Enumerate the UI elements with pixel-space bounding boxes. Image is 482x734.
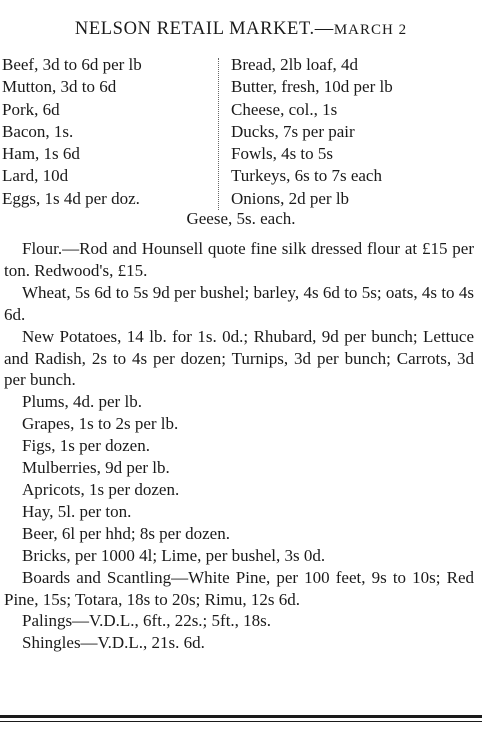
closing-rule-thick — [0, 715, 482, 718]
article-title — [0, 19, 482, 40]
price-item: Bacon, 1s. — [2, 121, 74, 141]
price-list-footer: Geese, 5s. each. — [186, 209, 296, 228]
column-divider — [218, 58, 219, 210]
article-body — [4, 238, 474, 654]
price-item: Eggs, 1s 4d per doz. — [2, 188, 140, 208]
paragraph-beer: Beer, 6l per hhd; 8s per dozen. — [22, 523, 230, 543]
price-item: Lard, 10d — [2, 166, 69, 186]
price-item: Cheese, col., 1s — [231, 99, 338, 119]
paragraph-timber: Boards and Scantling—White Pine, per 100 feet, 9s to 10s; Red Pine, 15s; Totara, 18s to 20s; Rimu, 12s 6d. — [4, 567, 474, 609]
paragraph-shingles: Shingles—V.D.L., 21s. 6d. — [22, 633, 205, 653]
price-item: Fowls, 4s to 5s — [231, 144, 334, 164]
price-item: Pork, 6d — [2, 99, 60, 119]
title-date: MARCH 2 — [333, 22, 408, 38]
price-list-right-column — [231, 54, 393, 210]
paragraph-grapes: Grapes, 1s to 2s per lb. — [22, 414, 179, 434]
price-item: Ducks, 7s per pair — [231, 121, 355, 141]
title-main: NELSON RETAIL MARKET.— — [74, 19, 334, 39]
paragraph-vegetables: New Potatoes, 14 lb. for 1s. 0d.; Rhubard, 9d per bunch; Lettuce and Radish, 2s to 4s per dozen; Turnips, 3d per bunch; Carrots, 3d per bunch. — [4, 326, 474, 390]
price-item: Onions, 2d per lb — [231, 188, 350, 208]
paragraph-plums: Plums, 4d. per lb. — [22, 392, 142, 412]
paragraph-bricks: Bricks, per 1000 4l; Lime, per bushel, 3s 0d. — [22, 545, 326, 565]
closing-rule-thin — [0, 721, 482, 722]
paragraph-hay: Hay, 5l. per ton. — [22, 501, 132, 521]
price-item: Butter, fresh, 10d per lb — [231, 77, 393, 97]
paragraph-apricots: Apricots, 1s per dozen. — [22, 479, 180, 499]
price-item: Turkeys, 6s to 7s each — [231, 166, 382, 186]
paragraph-mulberries: Mulberries, 9d per lb. — [22, 458, 170, 478]
paragraph-grain: Wheat, 5s 6d to 5s 9d per bushel; barley, 4s 6d to 5s; oats, 4s to 4s 6d. — [4, 282, 474, 324]
price-list — [0, 54, 482, 212]
paragraph-flour: Flour.—Rod and Hounsell quote fine silk dressed flour at £15 per ton. Redwood's, £15. — [4, 239, 474, 280]
price-item: Mutton, 3d to 6d — [2, 77, 117, 97]
paragraph-figs: Figs, 1s per dozen. — [22, 436, 150, 456]
paragraph-palings: Palings—V.D.L., 6ft., 22s.; 5ft., 18s. — [22, 611, 272, 631]
price-item: Ham, 1s 6d — [2, 144, 80, 164]
price-item: Bread, 2lb loaf, 4d — [231, 55, 358, 74]
price-list-left-column — [2, 54, 142, 210]
price-item: Beef, 3d to 6d per lb — [2, 55, 142, 74]
